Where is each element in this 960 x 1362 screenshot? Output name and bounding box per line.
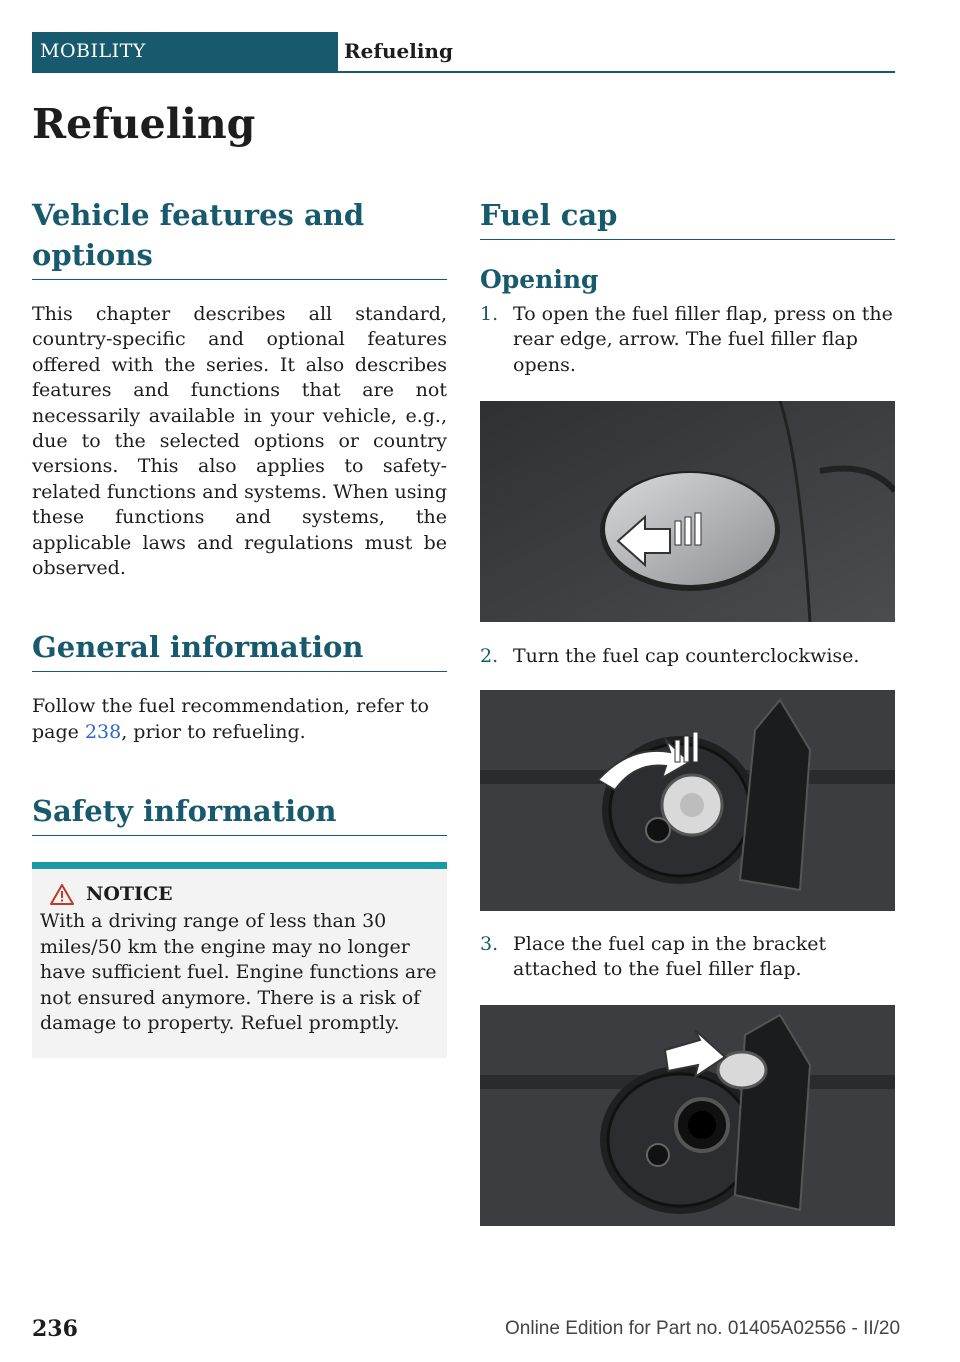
- step-3-photo: [480, 1005, 895, 1226]
- fuel-cap-turn-photo: [480, 690, 895, 911]
- left-column: [32, 195, 447, 1082]
- step-number: 2.: [480, 645, 499, 668]
- step-1-photo: [480, 401, 895, 622]
- fuel-cap-heading: Fuel cap: [480, 195, 895, 240]
- general-text-after: , prior to refueling.: [121, 720, 306, 743]
- vehicle-features-heading: Vehicle features and options: [32, 195, 447, 280]
- vehicle-features-body: This chapter describes all standard, country-specific and optional features offered with the series. It also describes features and functions that are not necessarily available in your vehicle, e.g., due to the selected options or country versions. This also applies to safety-related functions and systems. When using these functions and systems, the applicable laws and regulations must be observed.: [32, 303, 447, 580]
- notice-header: [40, 883, 439, 905]
- fuel-flap-closed-illustration: [480, 401, 895, 622]
- step-number: 1.: [480, 303, 499, 325]
- header-title: Refueling: [344, 39, 453, 63]
- step-2-photo: [480, 690, 895, 911]
- step-3: [480, 932, 895, 983]
- safety-information-section: [32, 791, 447, 1058]
- step-number: 3.: [480, 932, 499, 955]
- opening-subheading: Opening: [480, 265, 599, 294]
- fuel-cap-bracket-illustration: [480, 1005, 895, 1226]
- step-2: [480, 644, 895, 669]
- general-information-heading: General information: [32, 627, 447, 672]
- opening-steps: [480, 302, 895, 1226]
- vehicle-features-section: [32, 195, 447, 581]
- notice-body: With a driving range of less than 30 miles/50 km the engine may no longer have sufficient fuel. Engine functions are not ensured anymore. There is a risk of damage to property. Refuel promptly.: [40, 910, 437, 1034]
- general-information-body: [32, 694, 447, 745]
- page-number: 236: [32, 1316, 78, 1342]
- section-tab: MOBILITY: [32, 32, 338, 71]
- right-column: [480, 195, 895, 1226]
- step-text: To open the fuel filler flap, press on the rear edge, arrow. The fuel filler flap opens.: [513, 303, 893, 376]
- running-header: [32, 32, 895, 73]
- fuel-cap-turn-illustration: [480, 690, 895, 911]
- step-1: [480, 302, 895, 378]
- fuel-flap-closed-photo: [480, 401, 895, 622]
- page-title: Refueling: [32, 100, 256, 148]
- notice-label: NOTICE: [86, 883, 173, 906]
- general-text-before: Follow the fuel recommendation, refer to page: [32, 695, 429, 743]
- fuel-cap-bracket-photo: [480, 1005, 895, 1226]
- safety-information-heading: Safety information: [32, 791, 447, 836]
- notice-box: [32, 862, 447, 1058]
- step-text: Turn the fuel cap counterclockwise.: [513, 645, 860, 668]
- edition-footer: Online Edition for Part no. 01405A02556 - II/20: [505, 1318, 901, 1339]
- warning-icon: [50, 884, 74, 905]
- general-information-section: [32, 627, 447, 745]
- page-reference-link[interactable]: 238: [84, 720, 122, 743]
- step-text: Place the fuel cap in the bracket attached to the fuel filler flap.: [513, 932, 827, 981]
